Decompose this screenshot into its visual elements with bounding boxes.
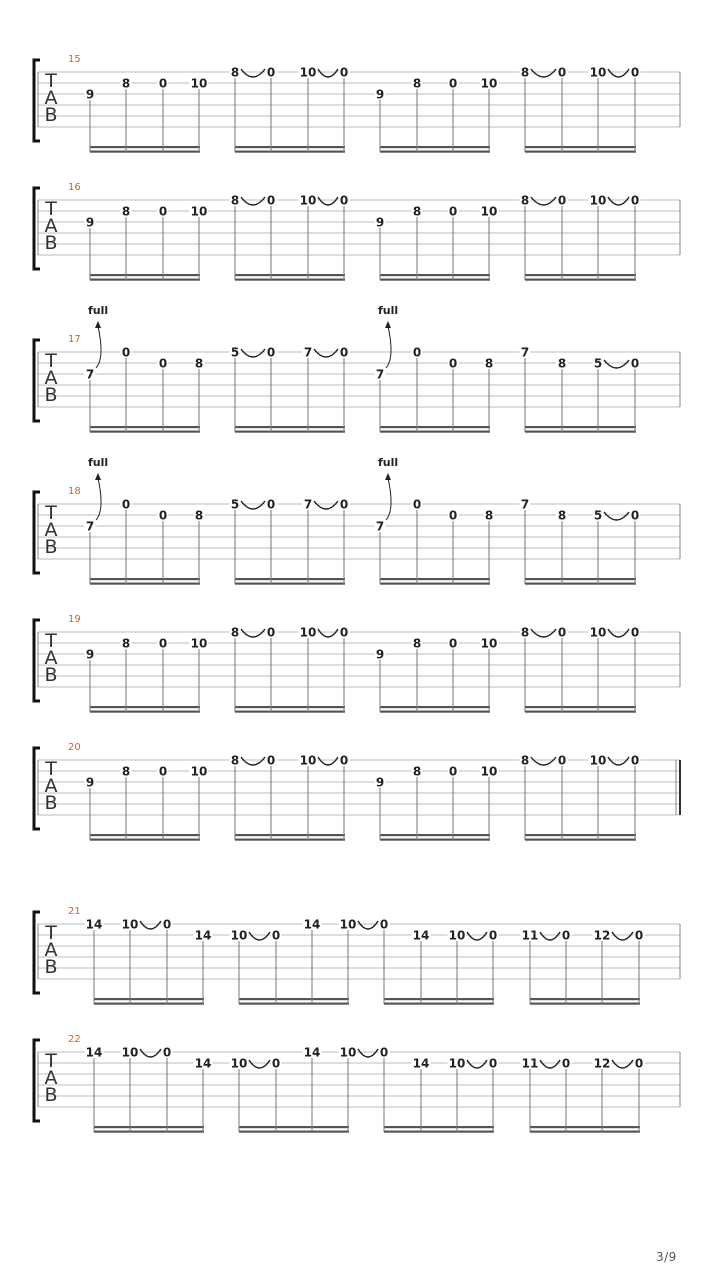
slur [531, 69, 556, 77]
fret-number: 10 [589, 193, 607, 208]
fret-number: 8 [230, 65, 240, 80]
slur [241, 757, 265, 765]
fret-number: 0 [271, 928, 281, 943]
slur [358, 921, 378, 929]
tab-clef-letter: B [44, 956, 58, 978]
slur [531, 629, 556, 637]
bend-arrow [386, 478, 391, 520]
beam [525, 834, 636, 836]
tab-system [34, 304, 680, 433]
fret-number: 0 [630, 753, 640, 768]
beam [235, 583, 345, 585]
beam [530, 1131, 640, 1133]
tab-clef-letter: T [45, 502, 57, 524]
fret-number: 0 [557, 753, 567, 768]
bend-arrow [96, 478, 101, 520]
bend-arrowhead [385, 321, 391, 328]
fret-number: 0 [379, 917, 389, 932]
fret-number: 7 [303, 497, 313, 512]
tab-clef-letter: T [45, 630, 57, 652]
fret-number: 0 [266, 65, 276, 80]
fret-number: 0 [339, 345, 349, 360]
slur [241, 629, 265, 637]
fret-number: 10 [121, 917, 139, 932]
beam [380, 431, 490, 433]
tab-system [34, 182, 680, 281]
beam [235, 146, 345, 148]
page-number: 3/9 [656, 1250, 677, 1264]
fret-number: 8 [520, 193, 530, 208]
tab-clef-letter: B [44, 664, 58, 686]
tab-system [34, 456, 680, 585]
beam [525, 279, 636, 281]
fret-number: 14 [194, 1056, 212, 1071]
beam [380, 146, 490, 148]
measure-number: 18 [68, 486, 81, 497]
slur [241, 69, 265, 77]
beam [235, 426, 345, 428]
beam [380, 426, 490, 428]
fret-number: 7 [520, 497, 530, 512]
beam [525, 706, 636, 708]
beam [530, 998, 640, 1000]
beam [94, 1131, 204, 1133]
slur [608, 629, 629, 637]
fret-number: 8 [557, 508, 567, 523]
slur [314, 349, 338, 357]
beam [525, 711, 636, 713]
bend-label: full [378, 456, 399, 469]
fret-number: 8 [121, 76, 131, 91]
fret-number: 14 [85, 1045, 103, 1060]
fret-number: 0 [634, 1056, 644, 1071]
tab-clef-letter: B [44, 104, 58, 126]
beam [90, 426, 200, 428]
fret-number: 0 [448, 356, 458, 371]
slur [604, 512, 629, 520]
fret-number: 0 [339, 753, 349, 768]
fret-number: 0 [158, 204, 168, 219]
slur [241, 501, 265, 509]
fret-number: 9 [375, 87, 385, 102]
beam [235, 578, 345, 580]
fret-number: 0 [339, 193, 349, 208]
fret-number: 0 [448, 508, 458, 523]
beam [525, 426, 636, 428]
fret-number: 14 [303, 1045, 321, 1060]
beam [239, 1003, 349, 1005]
beam [239, 1131, 349, 1133]
fret-number: 10 [448, 1056, 466, 1071]
fret-number: 8 [121, 764, 131, 779]
measure-number: 21 [68, 906, 81, 917]
slur [140, 921, 161, 929]
fret-number: 10 [339, 1045, 357, 1060]
fret-number: 8 [230, 625, 240, 640]
fret-number: 7 [85, 367, 95, 382]
beam [525, 583, 636, 585]
slur [531, 757, 556, 765]
beam [90, 839, 200, 841]
fret-number: 9 [375, 647, 385, 662]
fret-number: 0 [634, 928, 644, 943]
beam [384, 1131, 494, 1133]
fret-number: 10 [589, 753, 607, 768]
fret-number: 8 [520, 625, 530, 640]
fret-number: 5 [230, 345, 240, 360]
fret-number: 10 [299, 193, 317, 208]
beam [525, 839, 636, 841]
fret-number: 10 [480, 764, 498, 779]
fret-number: 8 [194, 356, 204, 371]
fret-number: 0 [266, 193, 276, 208]
fret-number: 8 [484, 508, 494, 523]
fret-number: 10 [480, 636, 498, 651]
fret-number: 10 [190, 636, 208, 651]
beam [380, 839, 490, 841]
fret-number: 5 [593, 508, 603, 523]
tab-clef-letter: T [45, 70, 57, 92]
beam [384, 998, 494, 1000]
fret-number: 11 [521, 928, 539, 943]
fret-number: 0 [630, 625, 640, 640]
fret-number: 0 [557, 625, 567, 640]
bend-arrowhead [95, 321, 101, 328]
fret-number: 8 [121, 636, 131, 651]
beam [235, 706, 345, 708]
fret-number: 14 [303, 917, 321, 932]
fret-number: 0 [561, 928, 571, 943]
fret-number: 10 [190, 76, 208, 91]
tab-clef-letter: A [44, 215, 58, 237]
tab-clef-letter: T [45, 758, 57, 780]
fret-number: 9 [85, 647, 95, 662]
fret-number: 10 [299, 753, 317, 768]
bend-label: full [378, 304, 399, 317]
fret-number: 0 [448, 76, 458, 91]
tab-clef-letter: A [44, 939, 58, 961]
beam [90, 711, 200, 713]
beam [94, 1126, 204, 1128]
fret-number: 14 [85, 917, 103, 932]
fret-number: 9 [85, 775, 95, 790]
fret-number: 0 [339, 625, 349, 640]
beam [525, 146, 636, 148]
fret-number: 0 [448, 636, 458, 651]
fret-number: 0 [121, 497, 131, 512]
beam [525, 151, 636, 153]
slur [608, 757, 629, 765]
tab-clef-letter: B [44, 384, 58, 406]
fret-number: 0 [158, 508, 168, 523]
fret-number: 14 [412, 1056, 430, 1071]
beam [380, 583, 490, 585]
beam [380, 578, 490, 580]
fret-number: 7 [520, 345, 530, 360]
fret-number: 0 [266, 625, 276, 640]
beam [380, 706, 490, 708]
fret-number: 0 [557, 65, 567, 80]
fret-number: 10 [121, 1045, 139, 1060]
slur [608, 69, 629, 77]
fret-number: 0 [448, 764, 458, 779]
tab-clef-letter: T [45, 350, 57, 372]
fret-number: 5 [593, 356, 603, 371]
fret-number: 14 [194, 928, 212, 943]
tab-clef-letter: A [44, 519, 58, 541]
beam [90, 279, 200, 281]
beam [239, 1126, 349, 1128]
beam [90, 834, 200, 836]
beam [235, 279, 345, 281]
beam [90, 431, 200, 433]
fret-number: 0 [158, 636, 168, 651]
measure-number: 17 [68, 334, 81, 345]
fret-number: 8 [412, 204, 422, 219]
slur [314, 501, 338, 509]
slur [249, 1060, 270, 1068]
fret-number: 0 [266, 345, 276, 360]
fret-number: 10 [480, 204, 498, 219]
beam [525, 431, 636, 433]
beam [530, 1126, 640, 1128]
bend-arrow [386, 326, 391, 368]
fret-number: 0 [379, 1045, 389, 1060]
measure-number: 15 [68, 54, 81, 65]
fret-number: 9 [85, 215, 95, 230]
slur [241, 349, 265, 357]
fret-number: 8 [484, 356, 494, 371]
fret-number: 8 [412, 636, 422, 651]
slur [358, 1049, 378, 1057]
fret-number: 0 [412, 497, 422, 512]
fret-number: 10 [230, 1056, 248, 1071]
fret-number: 8 [557, 356, 567, 371]
fret-number: 10 [448, 928, 466, 943]
beam [90, 706, 200, 708]
tab-system [34, 906, 680, 1005]
fret-number: 10 [339, 917, 357, 932]
slur [241, 197, 265, 205]
fret-number: 14 [412, 928, 430, 943]
beam [94, 1003, 204, 1005]
slur [608, 197, 629, 205]
beam [235, 834, 345, 836]
fret-number: 12 [593, 928, 611, 943]
slur [531, 197, 556, 205]
fret-number: 8 [230, 753, 240, 768]
fret-number: 0 [339, 65, 349, 80]
beam [235, 151, 345, 153]
tab-system [34, 1034, 680, 1133]
fret-number: 8 [230, 193, 240, 208]
fret-number: 5 [230, 497, 240, 512]
fret-number: 0 [630, 65, 640, 80]
slur [318, 629, 338, 637]
slur [467, 932, 487, 940]
fret-number: 7 [303, 345, 313, 360]
beam [530, 1003, 640, 1005]
fret-number: 10 [299, 65, 317, 80]
fret-number: 0 [121, 345, 131, 360]
fret-number: 8 [412, 764, 422, 779]
beam [90, 583, 200, 585]
measure-number: 16 [68, 182, 81, 193]
beam [380, 279, 490, 281]
fret-number: 0 [448, 204, 458, 219]
measure-number: 22 [68, 1034, 81, 1045]
slur [318, 69, 338, 77]
fret-number: 10 [190, 764, 208, 779]
measure-number: 20 [68, 742, 81, 753]
fret-number: 0 [630, 356, 640, 371]
tab-clef-letter: A [44, 647, 58, 669]
fret-number: 10 [299, 625, 317, 640]
fret-number: 10 [230, 928, 248, 943]
beam [90, 151, 200, 153]
beam [94, 998, 204, 1000]
fret-number: 7 [375, 519, 385, 534]
fret-number: 0 [162, 917, 172, 932]
fret-number: 9 [375, 215, 385, 230]
tab-clef-letter: A [44, 87, 58, 109]
bend-arrowhead [385, 473, 391, 480]
fret-number: 0 [488, 928, 498, 943]
fret-number: 0 [266, 753, 276, 768]
tab-clef-letter: A [44, 1067, 58, 1089]
beam [380, 711, 490, 713]
bend-arrow [96, 326, 101, 368]
fret-number: 0 [557, 193, 567, 208]
slur [318, 197, 338, 205]
fret-number: 10 [589, 65, 607, 80]
beam [90, 274, 200, 276]
tab-clef-letter: A [44, 367, 58, 389]
fret-number: 7 [375, 367, 385, 382]
beam [235, 431, 345, 433]
tab-system [34, 54, 680, 153]
slur [612, 932, 633, 940]
fret-number: 0 [266, 497, 276, 512]
slur [249, 932, 270, 940]
beam [90, 146, 200, 148]
tab-clef-letter: A [44, 775, 58, 797]
beam [380, 274, 490, 276]
bend-label: full [88, 304, 109, 317]
beam [235, 711, 345, 713]
tab-clef-letter: T [45, 198, 57, 220]
fret-number: 10 [589, 625, 607, 640]
tab-clef-letter: B [44, 1084, 58, 1106]
beam [90, 578, 200, 580]
tab-clef-letter: B [44, 536, 58, 558]
beam [380, 834, 490, 836]
slur [540, 932, 560, 940]
beam [239, 998, 349, 1000]
beam [384, 1003, 494, 1005]
beam [384, 1126, 494, 1128]
slur [612, 1060, 633, 1068]
slur [318, 757, 338, 765]
fret-number: 0 [488, 1056, 498, 1071]
tab-clef-letter: B [44, 792, 58, 814]
beam [525, 578, 636, 580]
fret-number: 9 [375, 775, 385, 790]
beam [380, 151, 490, 153]
measure-number: 19 [68, 614, 81, 625]
fret-number: 10 [480, 76, 498, 91]
beam [235, 839, 345, 841]
fret-number: 8 [520, 65, 530, 80]
fret-number: 12 [593, 1056, 611, 1071]
fret-number: 11 [521, 1056, 539, 1071]
fret-number: 8 [412, 76, 422, 91]
fret-number: 8 [121, 204, 131, 219]
tab-clef-letter: B [44, 232, 58, 254]
tab-system [34, 742, 680, 841]
fret-number: 7 [85, 519, 95, 534]
fret-number: 0 [162, 1045, 172, 1060]
tab-system [34, 614, 680, 713]
fret-number: 0 [339, 497, 349, 512]
fret-number: 8 [520, 753, 530, 768]
slur [540, 1060, 560, 1068]
fret-number: 10 [190, 204, 208, 219]
slur [604, 360, 629, 368]
beam [525, 274, 636, 276]
fret-number: 0 [630, 193, 640, 208]
fret-number: 9 [85, 87, 95, 102]
tab-clef-letter: T [45, 1050, 57, 1072]
slur [140, 1049, 161, 1057]
bend-label: full [88, 456, 109, 469]
fret-number: 0 [158, 76, 168, 91]
beam [235, 274, 345, 276]
bend-arrowhead [95, 473, 101, 480]
fret-number: 0 [158, 764, 168, 779]
fret-number: 0 [271, 1056, 281, 1071]
fret-number: 0 [630, 508, 640, 523]
fret-number: 0 [561, 1056, 571, 1071]
fret-number: 8 [194, 508, 204, 523]
slur [467, 1060, 487, 1068]
fret-number: 0 [412, 345, 422, 360]
tab-clef-letter: T [45, 922, 57, 944]
fret-number: 0 [158, 356, 168, 371]
